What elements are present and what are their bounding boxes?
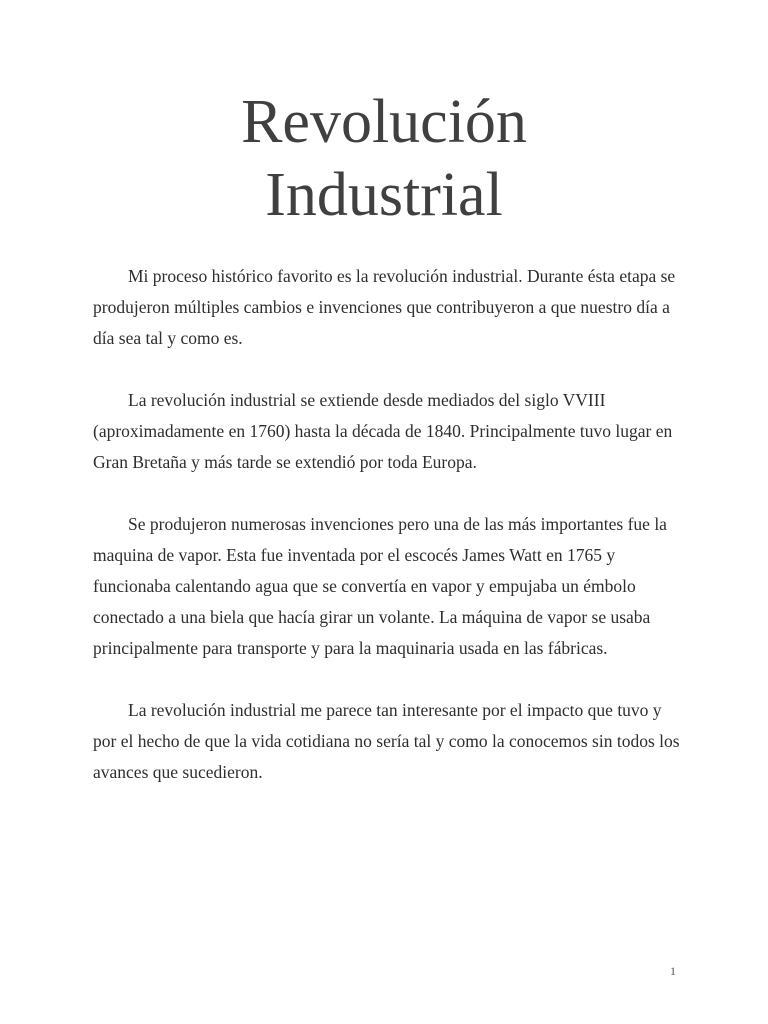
title-line-1: Revolución [241,88,527,156]
paragraph-3: Se produjeron numerosas invenciones pero una de las más importantes fue la maquina de vapor. Esta fue inventada por el escocés James Watt en 1765 y funcionaba calentando agua que se convertía en vapor y empujaba un émbolo conectado a una biela que hacía girar un volante. La máquina de vapor se usaba principalmente para transporte y para la maquinaria usada en las fábricas. [93,514,667,658]
document-body [93,261,683,819]
paragraph-2: La revolución industrial se extiende desde mediados del siglo VVIII (aproximadamente en 1760) hasta la década de 1840. Principalmente tuvo lugar en Gran Bretaña y más tarde se extendió por toda Europa. [93,390,673,472]
paragraph-4: La revolución industrial me parece tan interesante por el impacto que tuvo y por el hecho de que la vida cotidiana no sería tal y como la conocemos sin todos los avances que sucedieron. [93,700,680,782]
page-number: 1 [670,964,676,978]
page-title [0,86,768,232]
paragraph-1: Mi proceso histórico favorito es la revolución industrial. Durante ésta etapa se produjeron múltiples cambios e invenciones que contribuyeron a que nuestro día a día sea tal y como es. [93,266,676,348]
title-line-2: Industrial [265,161,503,229]
